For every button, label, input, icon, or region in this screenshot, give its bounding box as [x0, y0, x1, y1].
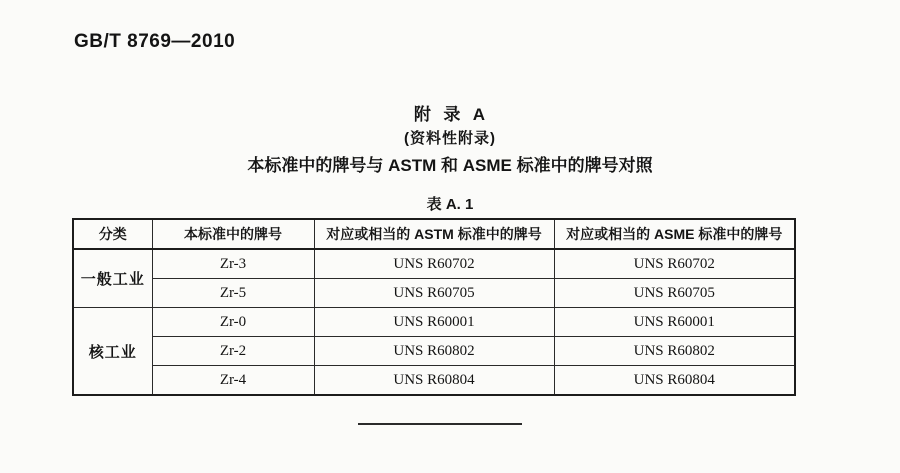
asme-cell: UNS R60001: [554, 308, 795, 337]
appendix-subtitle: (资料性附录): [404, 130, 496, 147]
appendix-heading: 本标准中的牌号与 ASTM 和 ASME 标准中的牌号对照: [247, 156, 653, 175]
grade-cell: Zr-2: [152, 337, 314, 366]
grade-comparison-table: [72, 218, 796, 396]
table-header-row: [73, 219, 795, 249]
asme-cell: UNS R60705: [554, 279, 795, 308]
grade-cell: Zr-4: [152, 366, 314, 396]
header-astm: 对应或相当的 ASTM 标准中的牌号: [314, 219, 554, 249]
grade-cell: Zr-3: [152, 249, 314, 279]
grade-cell: Zr-0: [152, 308, 314, 337]
standard-number: GB/T 8769—2010: [74, 31, 236, 52]
asme-cell: UNS R60802: [554, 337, 795, 366]
header-category: 分类: [73, 219, 152, 249]
end-of-document-rule: [358, 423, 522, 425]
table-row: [73, 337, 795, 366]
grade-cell: Zr-5: [152, 279, 314, 308]
astm-cell: UNS R60702: [314, 249, 554, 279]
category-cell-nuclear-industry: 核工业: [73, 308, 152, 396]
asme-cell: UNS R60702: [554, 249, 795, 279]
table-row: [73, 249, 795, 279]
table-row: [73, 366, 795, 396]
header-asme: 对应或相当的 ASME 标准中的牌号: [554, 219, 795, 249]
category-cell-general-industry: 一般工业: [73, 249, 152, 308]
table-row: [73, 279, 795, 308]
astm-cell: UNS R60802: [314, 337, 554, 366]
appendix-title: 附 录 A: [413, 105, 487, 124]
asme-cell: UNS R60804: [554, 366, 795, 396]
header-this-standard: 本标准中的牌号: [152, 219, 314, 249]
table-caption: 表 A. 1: [426, 196, 474, 213]
astm-cell: UNS R60001: [314, 308, 554, 337]
table-row: [73, 308, 795, 337]
astm-cell: UNS R60705: [314, 279, 554, 308]
astm-cell: UNS R60804: [314, 366, 554, 396]
